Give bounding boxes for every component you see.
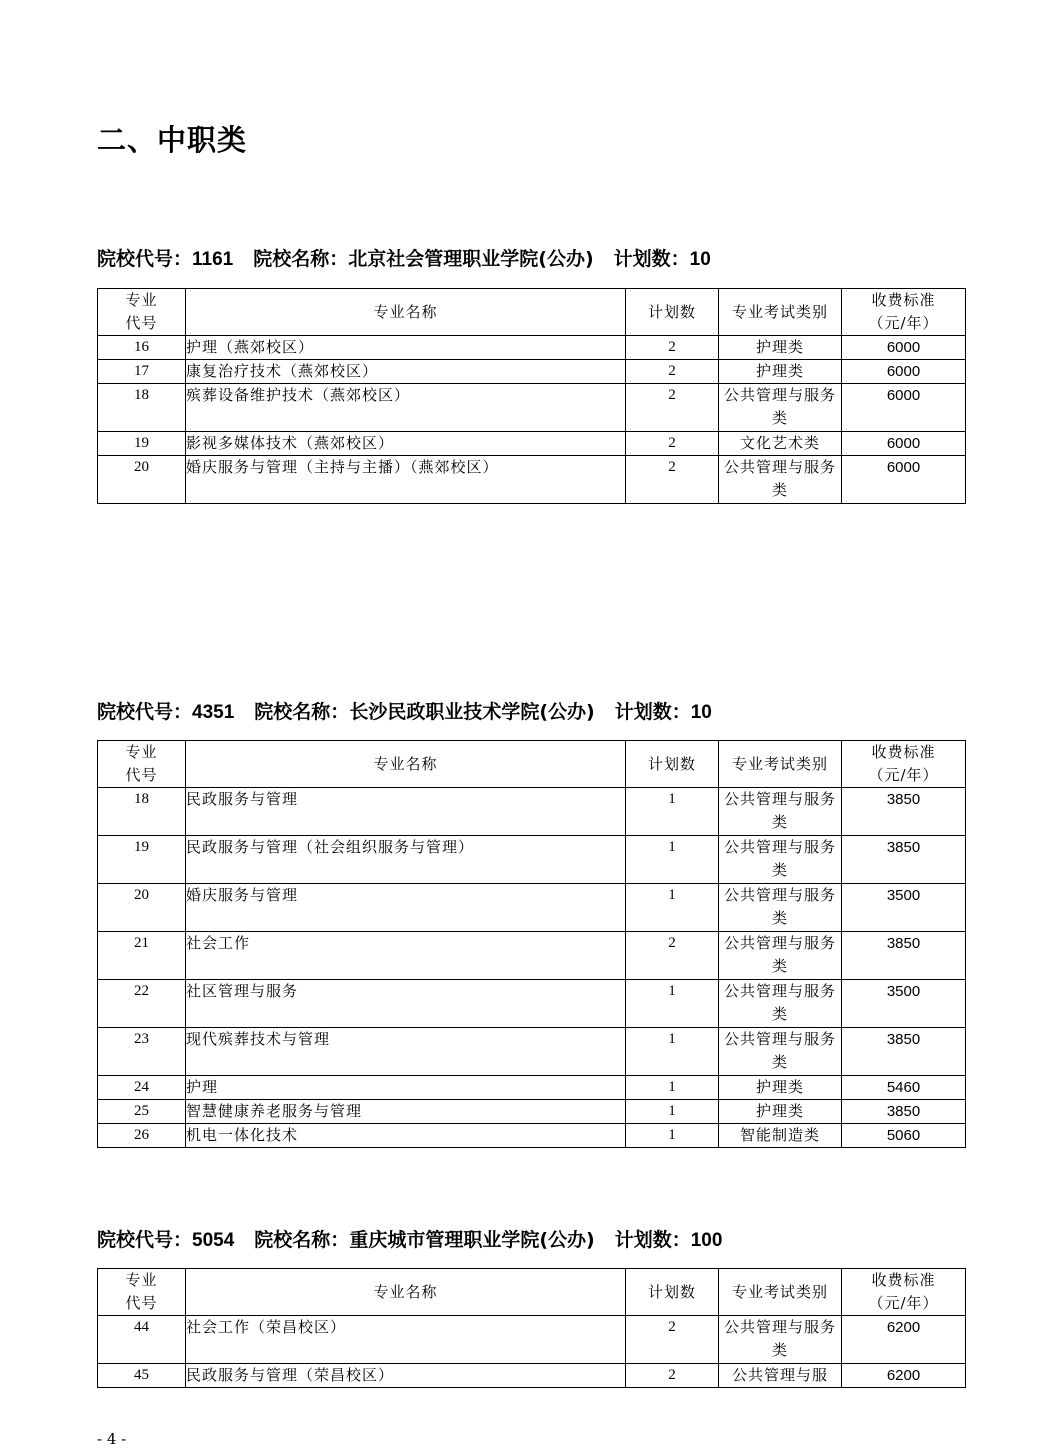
table-row: 25 智慧健康养老服务与管理 1 护理类 3850	[98, 1100, 966, 1124]
school-name-label: 院校名称：	[254, 701, 350, 723]
school-plan-label: 计划数：	[614, 1229, 691, 1251]
header-name: 专业名称	[186, 741, 626, 788]
header-name: 专业名称	[186, 289, 626, 336]
school-code-label: 院校代号：	[97, 1229, 193, 1251]
school-code: 4351	[192, 702, 235, 723]
table-row: 22 社区管理与服务 1 公共管理与服务类 3500	[98, 980, 966, 1028]
page-number: - 4 -	[97, 1430, 127, 1448]
school-header	[97, 1225, 722, 1252]
table-header-row	[98, 289, 966, 336]
school-name: 北京社会管理职业学院(公办)	[348, 248, 594, 270]
section-title: 二、中职类	[97, 123, 248, 157]
table-row: 24 护理 1 护理类 5460	[98, 1076, 966, 1100]
school-code: 5054	[192, 1230, 235, 1251]
header-plan: 计划数	[626, 741, 719, 788]
table-row: 20 婚庆服务与管理 1 公共管理与服务类 3500	[98, 884, 966, 932]
header-code: 专业 代号	[98, 741, 186, 788]
school-name: 重庆城市管理职业学院(公办)	[349, 1229, 595, 1251]
school-code: 1161	[192, 249, 234, 270]
table-row: 18 殡葬设备维护技术（燕郊校区） 2 公共管理与服务类 6000	[98, 384, 966, 432]
table-row: 18 民政服务与管理 1 公共管理与服务类 3850	[98, 788, 966, 836]
table-row: 20 婚庆服务与管理（主持与主播）（燕郊校区） 2 公共管理与服务类 6000	[98, 456, 966, 504]
school-code-label: 院校代号：	[97, 701, 193, 723]
table-row: 19 民政服务与管理（社会组织服务与管理） 1 公共管理与服务类 3850	[98, 836, 966, 884]
table-row: 45 民政服务与管理（荣昌校区） 2 公共管理与服 6200	[98, 1364, 966, 1388]
major-table	[97, 740, 966, 1148]
school-plan: 10	[689, 249, 711, 270]
header-fee: 收费标准 （元/年）	[842, 1269, 966, 1316]
school-header	[97, 697, 712, 724]
table-row: 19 影视多媒体技术（燕郊校区） 2 文化艺术类 6000	[98, 432, 966, 456]
header-fee: 收费标准 （元/年）	[842, 289, 966, 336]
header-fee: 收费标准 （元/年）	[842, 741, 966, 788]
major-table	[97, 1268, 966, 1388]
header-category: 专业考试类别	[719, 1269, 842, 1316]
table-row: 16 护理（燕郊校区） 2 护理类 6000	[98, 336, 966, 360]
school-name-label: 院校名称：	[253, 248, 349, 270]
header-plan: 计划数	[626, 289, 719, 336]
school-plan-label: 计划数：	[613, 248, 690, 270]
table-row: 17 康复治疗技术（燕郊校区） 2 护理类 6000	[98, 360, 966, 384]
school-plan: 10	[690, 702, 712, 723]
table-row: 26 机电一体化技术 1 智能制造类 5060	[98, 1124, 966, 1148]
table-header-row	[98, 741, 966, 788]
school-name: 长沙民政职业技术学院(公办)	[349, 701, 595, 723]
table-row: 23 现代殡葬技术与管理 1 公共管理与服务类 3850	[98, 1028, 966, 1076]
header-name: 专业名称	[186, 1269, 626, 1316]
header-plan: 计划数	[626, 1269, 719, 1316]
header-category: 专业考试类别	[719, 741, 842, 788]
school-plan: 100	[690, 1230, 723, 1251]
table-row: 44 社会工作（荣昌校区） 2 公共管理与服务类 6200	[98, 1316, 966, 1364]
major-table	[97, 288, 966, 504]
header-code: 专业 代号	[98, 1269, 186, 1316]
school-code-label: 院校代号：	[97, 248, 193, 270]
school-name-label: 院校名称：	[254, 1229, 350, 1251]
header-category: 专业考试类别	[719, 289, 842, 336]
school-header	[97, 244, 711, 271]
school-plan-label: 计划数：	[614, 701, 691, 723]
table-row: 21 社会工作 2 公共管理与服务类 3850	[98, 932, 966, 980]
table-header-row	[98, 1269, 966, 1316]
header-code: 专业 代号	[98, 289, 186, 336]
